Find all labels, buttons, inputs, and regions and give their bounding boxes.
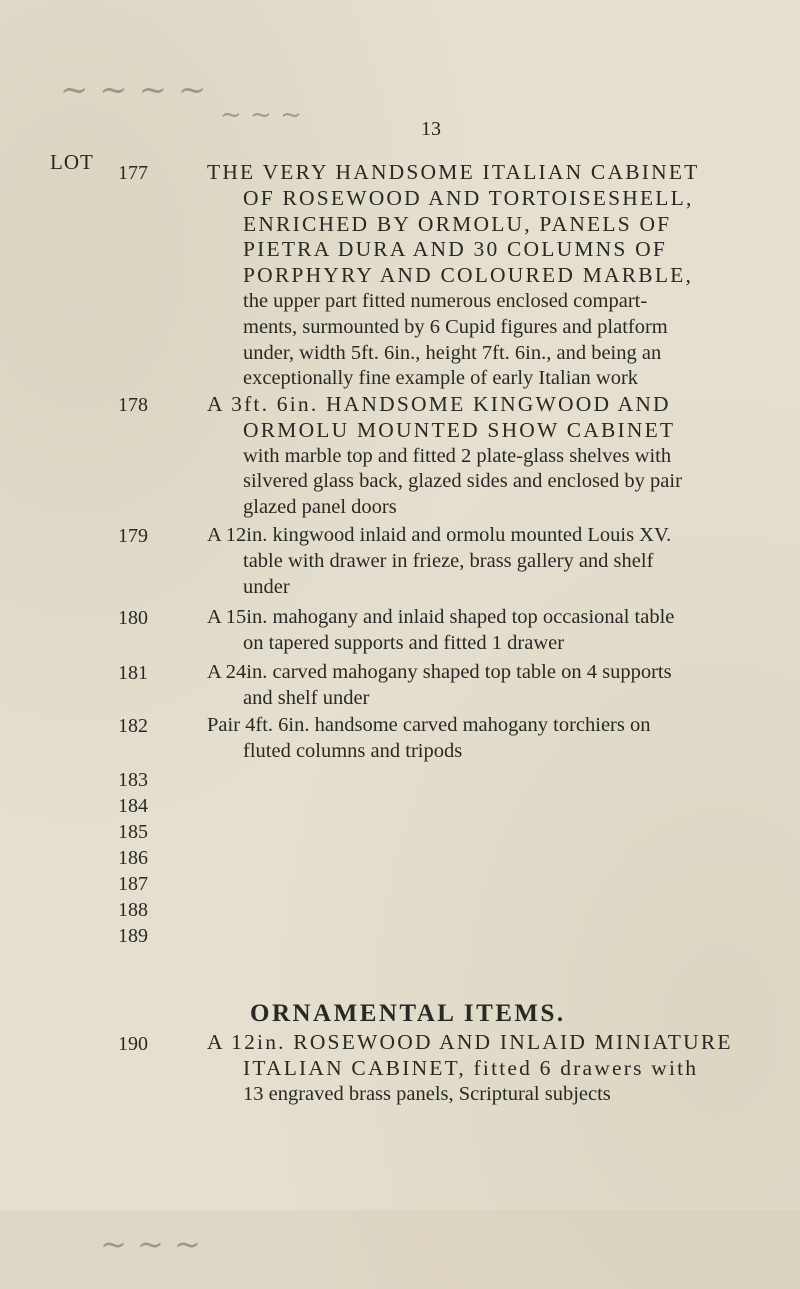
page-number: 13 [421,118,441,140]
lot-number: 180 [118,607,148,629]
lot-description [207,160,787,392]
desc-line: ORMOLU MOUNTED SHOW CABINET [243,417,676,442]
desc-line: ITALIAN CABINET, fitted 6 drawers with [243,1055,699,1080]
lot-number-184: 184 [118,795,148,817]
lot-description [207,523,787,600]
lot-description [207,605,787,657]
desc-line: ments, surmounted by 6 Cupid figures and platform [243,315,668,338]
desc-line: table with drawer in frieze, brass gallery and shelf [243,549,654,572]
handwriting-top: ~ ~ ~ ~ [60,70,207,110]
lot-description [207,660,787,712]
lot-number: 182 [118,715,148,737]
desc-line: with marble top and fitted 2 plate-glass shelves with [243,444,672,467]
desc-line: PORPHYRY AND COLOURED MARBLE, [243,263,694,288]
desc-line: PIETRA DURA AND 30 COLUMNS OF [243,237,667,262]
lot-number: 179 [118,525,148,547]
desc-line: A 24in. carved mahogany shaped top table on 4 supports [207,661,672,683]
desc-line: under [243,575,290,598]
desc-line: Pair 4ft. 6in. handsome carved mahogany torchiers on [207,714,651,736]
desc-line: fluted columns and tripods [243,739,463,762]
handwriting-bottom: ~ ~ ~ [100,1225,201,1263]
lot-number-187: 187 [118,873,148,895]
lot-description [207,713,787,765]
lot-description [207,1030,787,1107]
lot-number-189: 189 [118,925,148,947]
lot-number: 190 [118,1033,148,1055]
desc-line: 13 engraved brass panels, Scriptural subjects [243,1082,611,1105]
desc-line: under, width 5ft. 6in., height 7ft. 6in., and being an [243,341,662,364]
desc-line: silvered glass back, glazed sides and enclosed by pair [243,470,682,493]
lot-number-185: 185 [118,821,148,843]
lot-description [207,392,787,521]
desc-line: A 15in. mahogany and inlaid shaped top occasional table [207,606,675,628]
lot-number-188: 188 [118,899,148,921]
desc-line: A 3ft. 6in. HANDSOME KINGWOOD AND [207,392,671,416]
desc-line: and shelf under [243,686,370,709]
desc-line: on tapered supports and fitted 1 drawer [243,631,565,654]
desc-line: OF ROSEWOOD AND TORTOISESHELL, [243,185,694,210]
lot-column-heading: LOT [50,150,94,174]
handwriting-top-mid: ~ ~ ~ [220,100,302,130]
desc-line: exceptionally fine example of early Italian work [243,367,639,390]
desc-line: glazed panel doors [243,496,397,519]
desc-line: A 12in. kingwood inlaid and ormolu mounted Louis XV. [207,524,672,546]
lot-number: 177 [118,162,148,184]
desc-line: ENRICHED BY ORMOLU, PANELS OF [243,211,672,236]
lot-number: 181 [118,662,148,684]
desc-line: the upper part fitted numerous enclosed compart- [243,289,648,312]
lot-number: 178 [118,394,148,416]
lot-number-183: 183 [118,769,148,791]
lot-number-186: 186 [118,847,148,869]
desc-line: THE VERY HANDSOME ITALIAN CABINET [207,160,700,184]
desc-line: A 12in. ROSEWOOD AND INLAID MINIATURE [207,1030,733,1054]
section-title: ORNAMENTAL ITEMS. [250,1000,566,1027]
